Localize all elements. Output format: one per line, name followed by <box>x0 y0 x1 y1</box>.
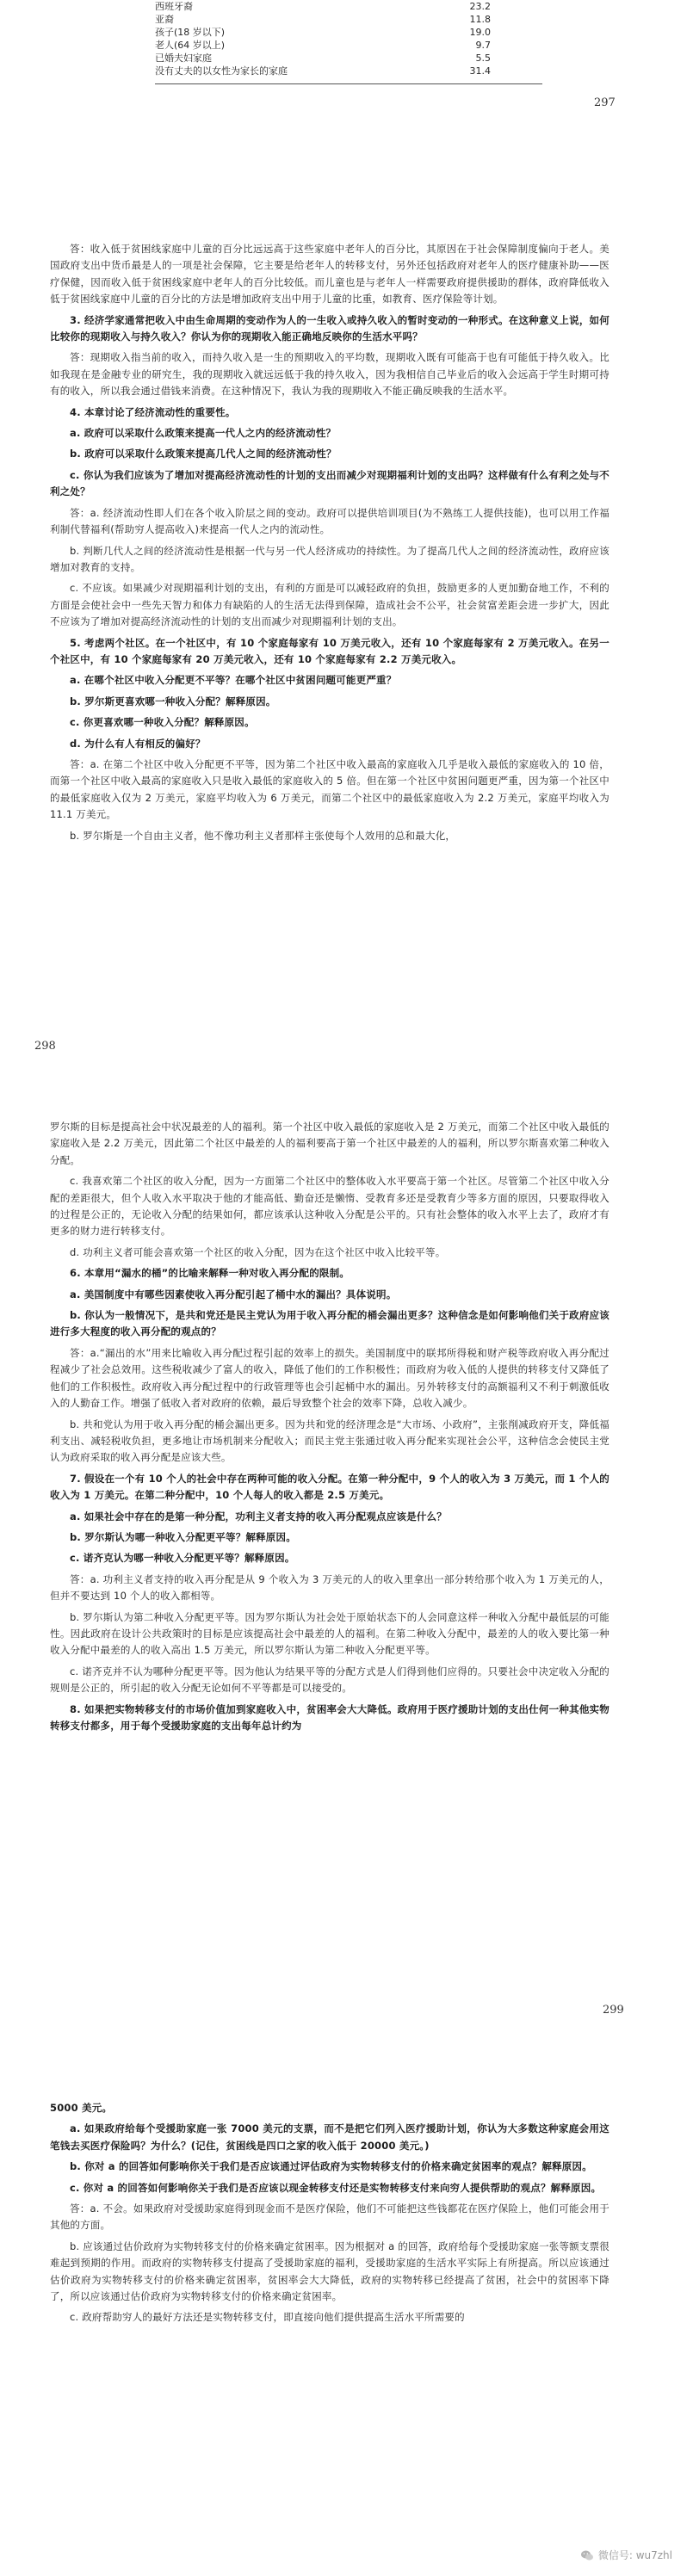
page-number: 299 <box>603 2004 624 2017</box>
paragraph: b. 应该通过估价政府为实物转移支付的价格来确定贫困率。因为根据对 a 的回答，政府给每个受援助家庭一张等额支票很难起到预期的作用。而政府的实物转移支付提高了受援助家庭的福利，受援助家庭的生活水平实际上有所提高。所以应该通过估价政府为实物转移支付的价格来确定贫困率，贫困率会大大降低，政府的实物转移已经提高了贫困，社会中的贫困率下降了，所以应该通过估价政府为实物转移支付的价格来确定贫困率。 <box>50 2239 609 2303</box>
page-number: 298 <box>34 1040 56 1053</box>
table-row: 亚裔 11.8 <box>155 14 491 25</box>
table-row: 西班牙裔 23.2 <box>155 1 491 12</box>
question: 5000 美元。 <box>50 2102 113 2114</box>
question: 3. 经济学家通常把收入中由生命周期的变动作为人的一生收入或持久收入的暂时变动的一种形式。在这种意义上说，如何比较你的现期收入与持久收入？你认为你的现期收入能正确地反映你的生活水平吗？ <box>50 313 609 343</box>
question: b. 你对 a 的回答如何影响你关于我们是否应该通过评估政府为实物转移支付的价格来确定贫困率的观点？解释原因。 <box>70 2160 592 2173</box>
table-row: 已婚夫妇家庭 5.5 <box>155 53 491 64</box>
paragraph: 答：a. 功利主义者支持的收入再分配是从 9 个收入为 3 万美元的人的收入里拿出一部分转给那个收入为 1 万美元的人，但并不要达到 10 个人的收入都相等。 <box>50 1572 609 1603</box>
watermark-text: 微信号: wu7zhl <box>597 2549 672 2561</box>
question: a. 如果政府给每个受援助家庭一张 7000 美元的支票，而不是把它们列入医疗援助计划，你认为大多数这种家庭会用这笔钱去买医疗保险吗？为什么？(记住，贫困线是四口之家的收入低于 20000 美元。) <box>50 2122 609 2152</box>
paragraph: 答：a.“漏出的水”用来比喻收入再分配过程引起的效率上的损失。美国制度中的联邦所得税和财产税等政府收入再分配过程减少了社会总效用。这些税收减少了富人的收入，降低了他们的工作积极性；而政府为收入低的人提供的转移支付又降低了他们的工作积极性。政府收入再分配过程中的行政管理等也会引起桶中水的漏出。另外转移支付的高额福利又不利于刺激低收入的人勤奋工作。增强了低收入者对政府的依赖，最后导致整个社会的效率下降，总收入减少。 <box>50 1346 609 1410</box>
question: 7. 假设在一个有 10 个人的社会中存在两种可能的收入分配。在第一种分配中，9 个人的收入为 3 万美元，而 1 个人的收入为 1 万美元。在第二种分配中，10 个人每人的收入都是 2.5 万美元。 <box>50 1472 609 1502</box>
question: c. 诺齐克认为哪一种收入分配更平等？解释原因。 <box>70 1552 295 1565</box>
wechat-watermark <box>580 2548 672 2562</box>
question: a. 美国制度中有哪些因素使收入再分配引起了桶中水的漏出？具体说明。 <box>70 1288 397 1300</box>
paragraph: c. 诺齐克并不认为哪种分配更平等。因为他认为结果平等的分配方式是人们得到他们应得的。只要社会中决定收入分配的规则是公正的，所引起的收入分配无论如何不平等都是可以接受的。 <box>50 1665 609 1695</box>
question: 8. 如果把实物转移支付的市场价值加到家庭收入中，贫困率会大大降低。政府用于医疗援助计划的支出仕何一种其他实物转移支付都多，用于每个受援助家庭的支出每年总计约为 <box>50 1702 609 1732</box>
question: d. 为什么有人有相反的偏好？ <box>70 737 206 750</box>
table-bottom-rule <box>155 83 542 84</box>
paragraph: d. 功利主义者可能会喜欢第一个社区的收入分配，因为在这个社区中收入比较平等。 <box>70 1245 446 1258</box>
question: b. 你认为一般情况下，是共和党还是民主党认为用于收入再分配的桶会漏出更多？这种信念是如何影响他们关于政府应该进行多大程度的收入再分配的观点的？ <box>50 1309 609 1338</box>
question: 4. 本章讨论了经济流动性的重要性。 <box>70 405 236 418</box>
paragraph: c. 我喜欢第二个社区的收入分配，因为一方面第二个社区中的整体收入水平要高于第一个社区。尽管第二个社区中收入分配的差距很大，但个人收入水平取决于他的才能高低、勤奋还是懒惰、受教育多还是受教育少等多方面的原因，只要取得收入的过程是公正的，无论收入分配的结果如何，都应该承认这种收入分配是公平的。只有社会整体的收入水平上去了，政府才有更多的财力进行转移支付。 <box>50 1175 609 1238</box>
paragraph: b. 罗尔斯是一个自由主义者，他不像功利主义者那样主张使每个人效用的总和最大化， <box>70 829 456 842</box>
paragraph: 罗尔斯的目标是提高社会中状况最差的人的福利。第一个社区中收入最低的家庭收入是 2 万美元，而第二个社区中收入最低的家庭收入是 2.2 万美元，因此第二个社区中最差的人的福利要高于第一个社区中最差的人的福利，所以罗尔斯喜欢第二种收入分配。 <box>50 1121 609 1166</box>
table-row: 孩子(18 岁以下) 19.0 <box>155 27 491 38</box>
wechat-icon <box>580 2548 594 2562</box>
paragraph: 答：a. 经济流动性即人们在各个收入阶层之间的变动。政府可以提供培训项目(为不熟练工人提供技能)，也可以用工作福利制代替福利(帮助穷人提高收入)来提高一代人之内的流动性。 <box>50 506 609 536</box>
paragraph: b. 判断几代人之间的经济流动性是根据一代与另一代人经济成功的持续性。为了提高几代人之间的经济流动性，政府应该增加对教育的支持。 <box>50 544 609 573</box>
question: b. 罗尔斯认为哪一种收入分配更平等？解释原因。 <box>70 1530 296 1543</box>
paragraph: c. 政府帮助穷人的最好方法还是实物转移支付，即直接向他们提供提高生活水平所需要的 <box>70 2311 465 2324</box>
paragraph: b. 共和党认为用于收入再分配的桶会漏出更多。因为共和党的经济理念是“大市场、小政府”，主张削减政府开支，降低福利支出、减轻税收负担，更多地让市场机制来分配收入；而民主党主张通过收入再分配来实现社会公平，这种信念会使民主党认为政府采取的收入再分配是应该大些。 <box>50 1418 609 1464</box>
question: c. 你对 a 的回答如何影响你关于我们是否应该以现金转移支付还是实物转移支付来向穷人提供帮助的观点？解释原因。 <box>70 2181 602 2194</box>
paragraph: 答：现期收入指当前的收入，而持久收入是一生的预期收入的平均数，现期收入既有可能高于也有可能低于持久收入。比如我现在是金融专业的研究生，我的现期收入就远远低于我的持久收入，因为我相信自己毕业后的收入会远高于学生时期可持有的收入，所以我会通过借钱来消费。在这种情况下，我认为我的现期收入不能正确反映我的生活水平。 <box>50 351 609 398</box>
question: 5. 考虑两个社区。在一个社区中，有 10 个家庭每家有 10 万美元收入，还有 10 个家庭每家有 2 万美元收入。在另一个社区中，有 10 个家庭每家有 20 万美元收入，还有 10 个家庭每家有 2.2 万美元收入。 <box>50 636 609 665</box>
paragraph: c. 不应该。如果减少对现期福利计划的支出，有利的方面是可以减轻政府的负担，鼓励更多的人更加勤奋地工作，不利的方面是会使社会中一些先天智力和体力有缺陷的人的生活无法得到保障，造成社会不公平，社会贫富差距会进一步扩大，因此不应该为了增加对提高经济流动性的计划的支出而减少对现期福利计划的支出。 <box>50 582 609 628</box>
paragraph: 答：收入低于贫困线家庭中儿童的百分比远远高于这些家庭中老年人的百分比，其原因在于社会保障制度偏向于老人。美国政府支出中货币最是人的一项是社会保障，它主要是给老年人的转移支付，另外还包括政府对老年人的医疗健康补助——医疗保健，因而收入低于贫困线家庭中老年人的百分比较低。而儿童也是与老年人一样需要政府提供援助的群体，政府降低收入低于贫困线家庭中儿童的百分比的方法是增加政府支出中用于儿童的比重，如教育、医疗保险等计划。 <box>50 243 609 306</box>
question: a. 在哪个社区中收入分配更不平等？在哪个社区中贫困问题可能更严重？ <box>70 674 397 687</box>
question: c. 你更喜欢哪一种收入分配？解释原因。 <box>70 716 255 729</box>
paragraph: 答：a. 不会。如果政府对受援助家庭得到现金而不是医疗保险，他们不可能把这些钱都花在医疗保险上，他们可能会用于其他的方面。 <box>50 2202 609 2232</box>
question: b. 政府可以采取什么政策来提高几代人之间的经济流动性？ <box>70 448 337 460</box>
page-1-body <box>50 241 609 849</box>
income-table <box>155 0 542 77</box>
paragraph: 答：a. 在第二个社区中收入分配更不平等，因为第二个社区中收入最高的家庭收入几乎是收入最低的家庭收入的 10 倍，而第一个社区中收入最高的家庭收入只是收入最低的家庭收入的 5 倍。但在第一个社区中贫困问题更严重，因为第一个社区中的最低家庭收入仅为 2 万美元，家庭平均收入为 6 万美元，而第二个社区中的最低家庭收入为 2.2 万美元，家庭平均收入为 11.1 万美元。 <box>50 757 609 821</box>
question: c. 你认为我们应该为了增加对提高经济流动性的计划的支出而减少对现期福利计划的支出吗？这样做有什么有利之处与不利之处？ <box>50 468 609 498</box>
question: a. 政府可以采取什么政策来提高一代人之内的经济流动性？ <box>70 427 337 440</box>
table-row: 老人(64 岁以上) 9.7 <box>155 40 491 51</box>
paragraph: b. 罗尔斯认为第二种收入分配更平等。因为罗尔斯认为社会处于原始状态下的人会同意这样一种收入分配中最低层的可能性。因此政府在设计公共政策时的目标是应该提高社会中最差的人的福利。在第二种收入分配中，最差的人的收入要比第一种收入分配中最差的人的收入高出 1.5 万美元，所以罗尔斯认为第二种收入分配更平等。 <box>50 1610 609 1657</box>
page-3-body <box>50 2100 609 2331</box>
page-number: 297 <box>594 96 616 109</box>
question: b. 罗尔斯更喜欢哪一种收入分配？解释原因。 <box>70 695 276 707</box>
question: a. 如果社会中存在的是第一种分配，功利主义者支持的收入再分配观点应该是什么？ <box>70 1510 447 1523</box>
table-row: 没有丈夫的以女性为家长的家庭 31.4 <box>155 65 491 77</box>
page-2-body <box>50 1119 609 1739</box>
question: 6. 本章用“漏水的桶”的比喻来解释一种对收入再分配的限制。 <box>70 1267 350 1280</box>
